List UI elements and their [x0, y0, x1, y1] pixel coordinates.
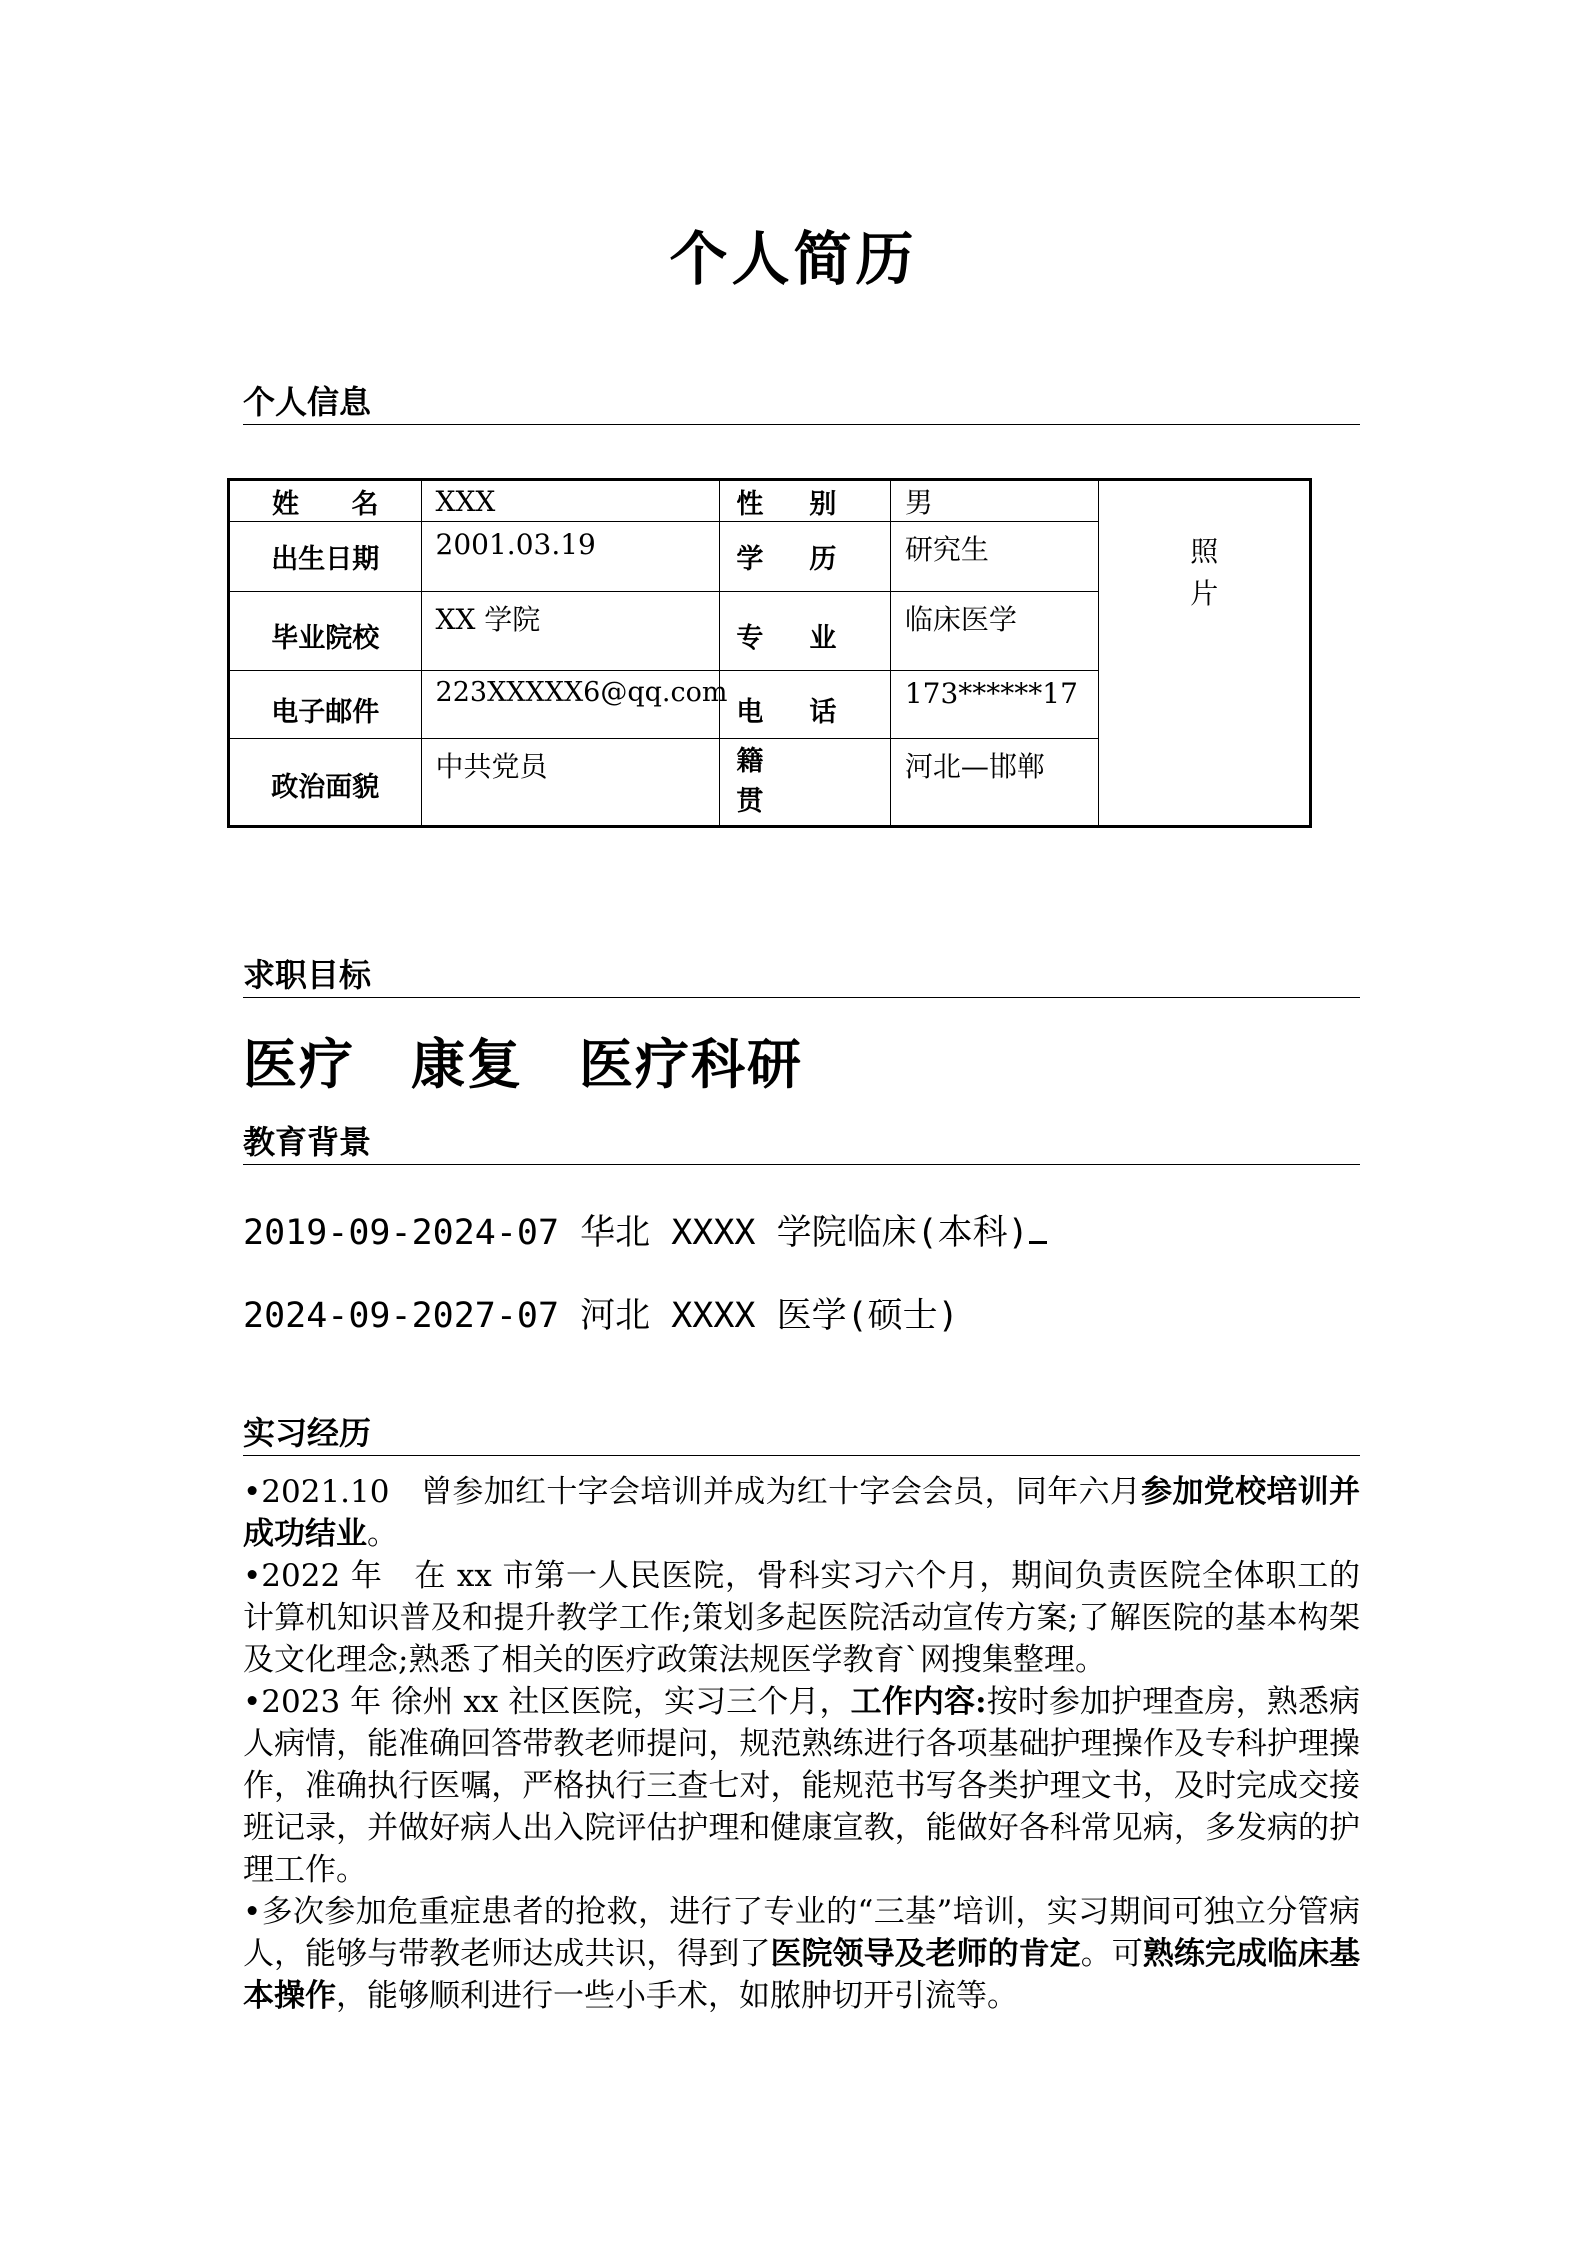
email-label: 电子邮件 — [229, 670, 422, 738]
internship-content — [243, 1471, 1360, 2017]
internship-item: •2022 年 在 xx 市第一人民医院，骨科实习六个月，期间负责医院全体职工的计算机知识普及和提升教学工作;策划多起医院活动宣传方案;了解医院的基本构架及文化理念;熟悉了相关的医疗政策法规医学教育`网搜集整理。 — [243, 1558, 1360, 1678]
internship-item: •多次参加危重症患者的抢救，进行了专业的“三基”培训，实习期间可独立分管病人，能够与带教老师达成共识，得到了医院领导及老师的肯定。可熟练完成临床基本操作，能够顺利进行一些小手术，如脓肿切开引流等。 — [243, 1894, 1361, 2014]
page-title: 个人简历 — [669, 225, 918, 293]
politics-label: 政治面貌 — [229, 738, 422, 826]
section-objective: 求职目标 — [243, 955, 1360, 998]
origin-label: 籍贯 — [720, 738, 890, 826]
name-label: 姓 名 — [229, 480, 422, 522]
job-objective — [243, 1022, 859, 1099]
section-education: 教育背景 — [243, 1122, 1360, 1165]
politics-value: 中共党员 — [421, 738, 720, 826]
section-personal-info: 个人信息 — [243, 382, 1360, 425]
phone-label: 电 话 — [720, 670, 890, 738]
objective-item: 医疗 — [243, 1032, 355, 1096]
birth-label: 出生日期 — [229, 522, 422, 592]
education-item: 2024-09-2027-07 河北 XXXX 医学(硕士) — [243, 1296, 959, 1336]
degree-label: 学 历 — [720, 522, 890, 592]
origin-value: 河北—邯郸 — [890, 738, 1099, 826]
birth-value: 2001.03.19 — [421, 522, 720, 592]
name-value: XXX — [421, 480, 720, 522]
email-value: 223XXXXX6@qq.com — [421, 670, 720, 738]
gender-label: 性 别 — [720, 480, 890, 522]
objective-item: 医疗科研 — [579, 1032, 803, 1096]
school-label: 毕业院校 — [229, 592, 422, 670]
major-label: 专 业 — [720, 592, 890, 670]
school-value: XX 学院 — [421, 592, 720, 670]
photo-placeholder: 照片 — [1099, 480, 1311, 827]
degree-value: 研究生 — [890, 522, 1099, 592]
major-value: 临床医学 — [890, 592, 1099, 670]
internship-item: •2023 年 徐州 xx 社区医院，实习三个月，工作内容:按时参加护理查房，熟悉病人病情，能准确回答带教老师提问，规范熟练进行各项基础护理操作及专科护理操作，准确执行医嘱，严格执行三查七对，能规范书写各类护理文书，及时完成交接班记录，并做好病人出入院评估护理和健康宣教，能做好各科常见病，多发病的护理工作。 — [243, 1684, 1360, 1888]
gender-value: 男 — [890, 480, 1099, 522]
phone-value: 173******17 — [890, 670, 1099, 738]
objective-item: 康复 — [411, 1032, 523, 1096]
section-internship: 实习经历 — [243, 1413, 1360, 1456]
internship-item: •2021.10 曾参加红十字会培训并成为红十字会会员，同年六月参加党校培训并成功结业。 — [243, 1474, 1360, 1552]
personal-info-table — [227, 478, 1312, 828]
text-cursor — [1029, 1211, 1047, 1244]
education-item: 2019-09-2024-07 华北 XXXX 学院临床(本科) — [243, 1205, 1047, 1255]
